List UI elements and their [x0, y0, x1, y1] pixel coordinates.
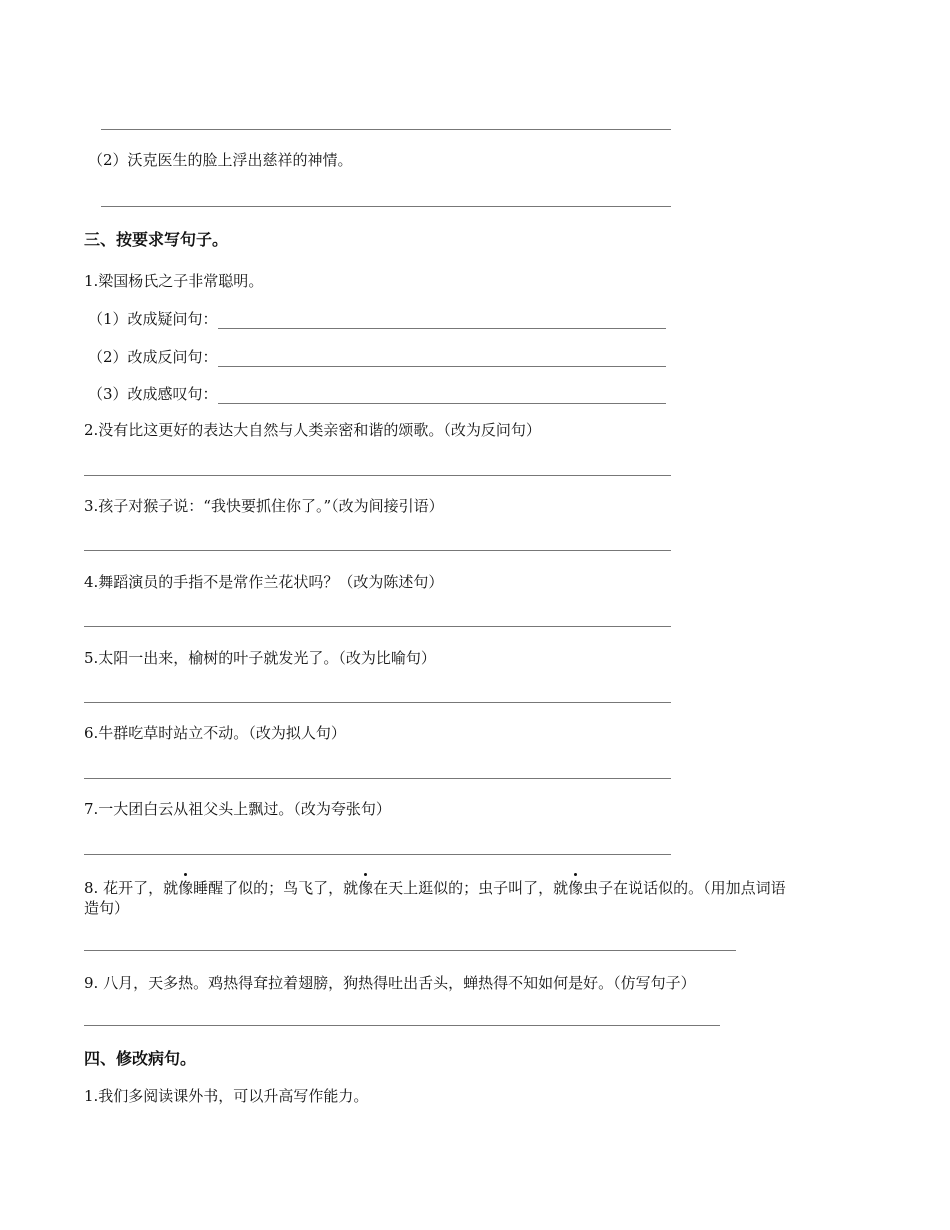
answer-line[interactable]	[101, 129, 671, 130]
q1-sub3	[88, 383, 666, 404]
answer-line[interactable]	[218, 352, 666, 367]
answer-line[interactable]	[84, 854, 671, 855]
answer-line[interactable]	[84, 626, 671, 627]
q8-part4: 虫子在说话似的。（用加点词语	[583, 879, 786, 897]
q8-part3: 在天上逛似的；虫子叫了，就	[373, 879, 569, 897]
answer-line[interactable]	[84, 475, 671, 476]
q6-text: 6.牛群吃草时站立不动。（改为拟人句）	[84, 724, 346, 742]
q3-text: 3.孩子对猴子说：“我快要抓住你了。”（改为间接引语）	[84, 497, 444, 515]
q1-sub2	[88, 346, 666, 367]
answer-line[interactable]	[218, 314, 666, 329]
q8-emphasis-word: 像	[568, 879, 584, 897]
q4-text: 4.舞蹈演员的手指不是常作兰花状吗？（改为陈述句）	[84, 573, 444, 591]
q1-sub1	[88, 308, 666, 329]
q8-part1: 8. 花开了，就	[84, 879, 179, 897]
section4-q1-text: 1.我们多阅读课外书，可以升高写作能力。	[84, 1087, 369, 1105]
q8-emphasis-word: 像	[358, 879, 374, 897]
q9-text: 9. 八月，天多热。鸡热得耷拉着翅膀，狗热得吐出舌头，蝉热得不知如何是好。（仿写句子）	[84, 974, 696, 992]
q8-part2: 睡醒了似的；鸟飞了，就	[193, 879, 359, 897]
answer-line[interactable]	[84, 550, 671, 551]
q8-text	[84, 877, 786, 898]
section4-heading: 四、修改病句。	[84, 1049, 197, 1068]
q1-sub2-label: （2）改成反问句：	[88, 348, 218, 366]
answer-line[interactable]	[84, 950, 736, 951]
q2-text: 2.没有比这更好的表达大自然与人类亲密和谐的颂歌。（改为反问句）	[84, 421, 541, 439]
q1-sub3-label: （3）改成感叹句：	[88, 385, 218, 403]
q7-text: 7.一大团白云从祖父头上飘过。（改为夸张句）	[84, 800, 391, 818]
answer-line[interactable]	[101, 206, 671, 207]
q8-text-line2: 造句）	[84, 899, 130, 917]
section2-item2: （2）沃克医生的脸上浮出慈祥的神情。	[88, 151, 353, 169]
q5-text: 5.太阳一出来，榆树的叶子就发光了。（改为比喻句）	[84, 649, 436, 667]
answer-line[interactable]	[84, 778, 671, 779]
answer-line[interactable]	[218, 389, 666, 404]
section3-heading: 三、按要求写句子。	[84, 230, 229, 249]
q8-emphasis-word: 像	[178, 879, 194, 897]
q1-text: 1.梁国杨氏之子非常聪明。	[84, 272, 264, 290]
q1-sub1-label: （1）改成疑问句：	[88, 310, 218, 328]
answer-line[interactable]	[84, 702, 671, 703]
answer-line[interactable]	[84, 1025, 720, 1026]
